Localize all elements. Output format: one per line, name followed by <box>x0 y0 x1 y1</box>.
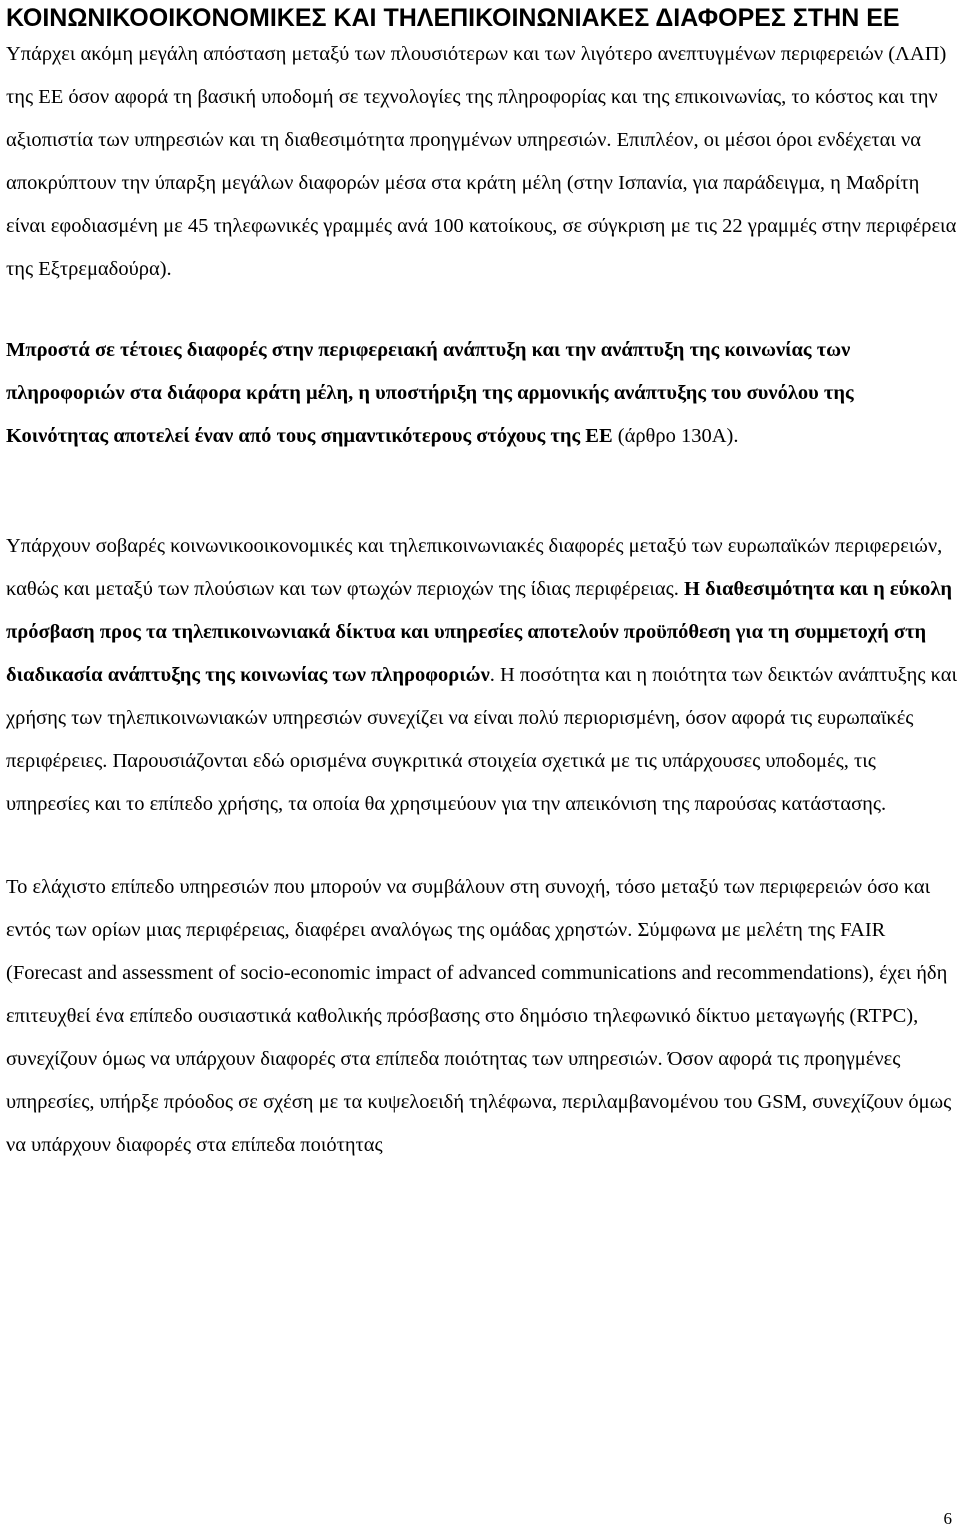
paragraph-2 <box>6 329 958 458</box>
paragraph-2-bold: Μπροστά σε τέτοιες διαφορές στην περιφερειακή ανάπτυξη και την ανάπτυξη της κοινωνίας των πληροφοριών στα διάφορα κράτη μέλη, η υποστήριξη της αρμονικής ανάπτυξης του συνόλου της Κοινότητας αποτελεί έναν από τους σημαντικότερους στόχους της ΕΕ <box>6 339 854 447</box>
paragraph-3 <box>6 525 958 826</box>
section-heading: ΚΟΙΝΩΝΙΚΟΟΙΚΟΝΟΜΙΚΕΣ ΚΑΙ ΤΗΛΕΠΙΚΟΙΝΩΝΙΑΚΕΣ ΔΙΑΦΟΡΕΣ ΣΤΗΝ ΕΕ <box>6 4 900 32</box>
document-page <box>6 0 958 1167</box>
paragraph-1: Υπάρχει ακόμη μεγάλη απόσταση μεταξύ των πλουσιότερων και των λιγότερο ανεπτυγμένων περιφερειών (ΛΑΠ) της ΕΕ όσον αφορά τη βασική υποδομή σε τεχνολογίες της πληροφορίας και της επικοινωνίας, το κόστος και την αξιοπιστία των υπηρεσιών και τη διαθεσιμότητα προηγμένων υπηρεσιών. Επιπλέον, οι μέσοι όροι ενδέχεται να αποκρύπτουν την ύπαρξη μεγάλων διαφορών μέσα στα κράτη μέλη (στην Ισπανία, για παράδειγμα, η Μαδρίτη είναι εφοδιασμένη με 45 τηλεφωνικές γραμμές ανά 100 κατοίκους, σε σύγκριση με τις 22 γραμμές στην περιφέρεια της Εξτρεμαδούρα). <box>6 43 957 280</box>
paragraph-3-part2: . Η ποσότητα και η ποιότητα των δεικτών ανάπτυξης και χρήσης των τηλεπικοινωνιακών υπηρεσιών συνεχίζει να είναι πολύ περιορισμένη, όσον αφορά τις ευρωπαϊκές περιφέρειες. Παρουσιάζονται εδώ ορισμένα συγκριτικά στοιχεία σχετικά με τις υπάρχουσες υποδομές, τις υπηρεσίες και το επίπεδο χρήσης, τα οποία θα χρησιμεύουν για την απεικόνιση της παρούσας κατάστασης. <box>6 664 958 815</box>
page-number: 6 <box>943 1509 952 1528</box>
paragraph-4: Το ελάχιστο επίπεδο υπηρεσιών που μπορούν να συμβάλουν στη συνοχή, τόσο μεταξύ των περιφερειών όσο και εντός των ορίων μιας περιφέρειας, διαφέρει αναλόγως της ομάδας χρηστών. Σύμφωνα με μελέτη της FAIR (Forecast and assessment of socio-economic impact of advanced communications and recommendations), έχει ήδη επιτευχθεί ένα επίπεδο ουσιαστικά καθολικής πρόσβασης στο δημόσιο τηλεφωνικό δίκτυο μεταγωγής (RTPC), συνεχίζουν όμως να υπάρχουν διαφορές στα επίπεδα ποιότητας των υπηρεσιών. Όσον αφορά τις προηγμένες υπηρεσίες, υπήρξε πρόοδος σε σχέση με τα κυψελοειδή τηλέφωνα, περιλαμβανομένου του GSM, συνεχίζουν όμως να υπάρχουν διαφορές στα επίπεδα ποιότητας <box>6 876 952 1156</box>
paragraph-3-part1: Υπάρχουν σοβαρές κοινωνικοοικονομικές και τηλεπικοινωνιακές διαφορές μεταξύ των ευρωπαϊκών περιφερειών, καθώς και μεταξύ των πλούσιων και των φτωχών περιοχών της ίδιας περιφέρειας. <box>6 535 943 600</box>
paragraph-2-normal: (άρθρο 130Α). <box>612 425 739 447</box>
paragraph-3-bold: Η διαθεσιμότητα και η εύκολη πρόσβαση προς τα τηλεπικοινωνιακά δίκτυα και υπηρεσίες αποτελούν προϋπόθεση για τη συμμετοχή στη διαδικασία ανάπτυξης της κοινωνίας των πληροφοριών <box>6 578 953 686</box>
